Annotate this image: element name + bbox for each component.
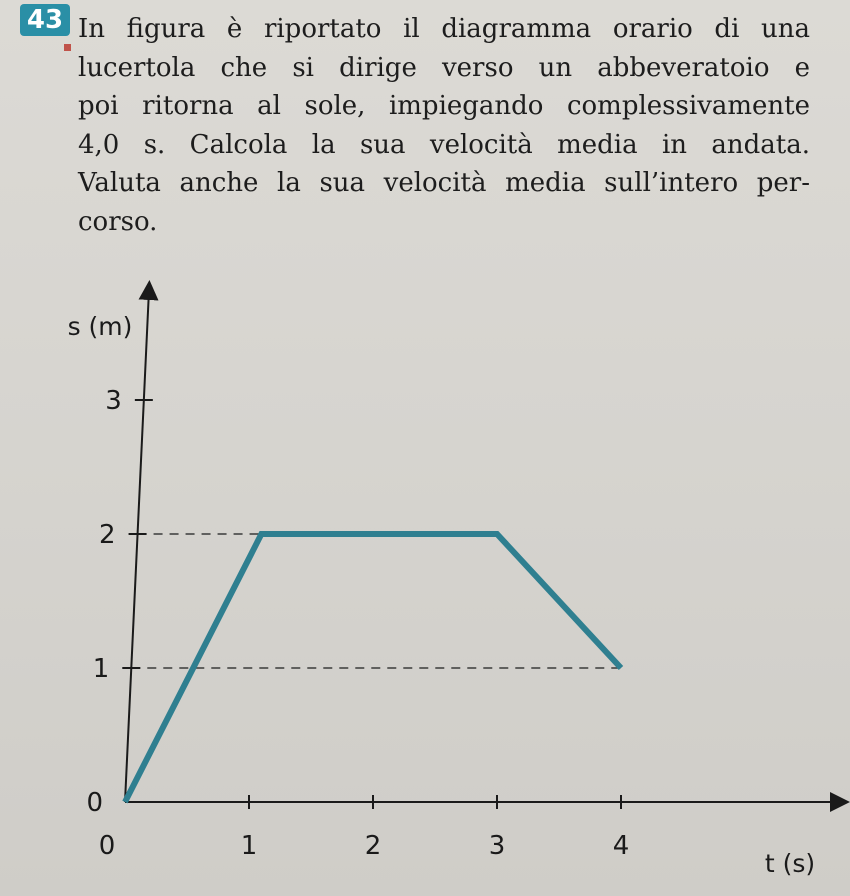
y-tick-label: 0	[86, 788, 103, 818]
x-tick-label: 1	[240, 831, 258, 861]
problem-line: lucertola che si dirige verso un abbeveratoio e	[78, 52, 810, 83]
y-tick-label: 1	[92, 654, 110, 684]
x-tick-label: 4	[612, 831, 630, 861]
problem-line: In figura è riportato il diagramma orario di una	[78, 14, 810, 44]
problem-line: corso.	[78, 206, 158, 237]
x-tick-label: 0	[98, 831, 116, 861]
problem-line: poi ritorna al sole, impiegando complessivamente	[78, 91, 810, 121]
problem-text	[78, 10, 810, 241]
x-axis-label: t (s)	[764, 849, 816, 878]
y-axis-label: s (m)	[67, 312, 133, 341]
x-tick-label: 2	[364, 831, 382, 861]
difficulty-marker	[64, 44, 71, 51]
y-tick-label: 3	[105, 386, 122, 416]
y-axis	[125, 290, 149, 802]
problem-number-badge: 43	[20, 4, 70, 36]
x-tick-label: 3	[488, 831, 506, 861]
problem-line: 4,0 s. Calcola la sua velocità media in andata.	[78, 129, 810, 160]
problem-line: Valuta anche la sua velocità media sull’intero per-	[78, 168, 810, 198]
position-time-chart	[0, 260, 850, 896]
y-tick-label: 2	[99, 520, 116, 550]
